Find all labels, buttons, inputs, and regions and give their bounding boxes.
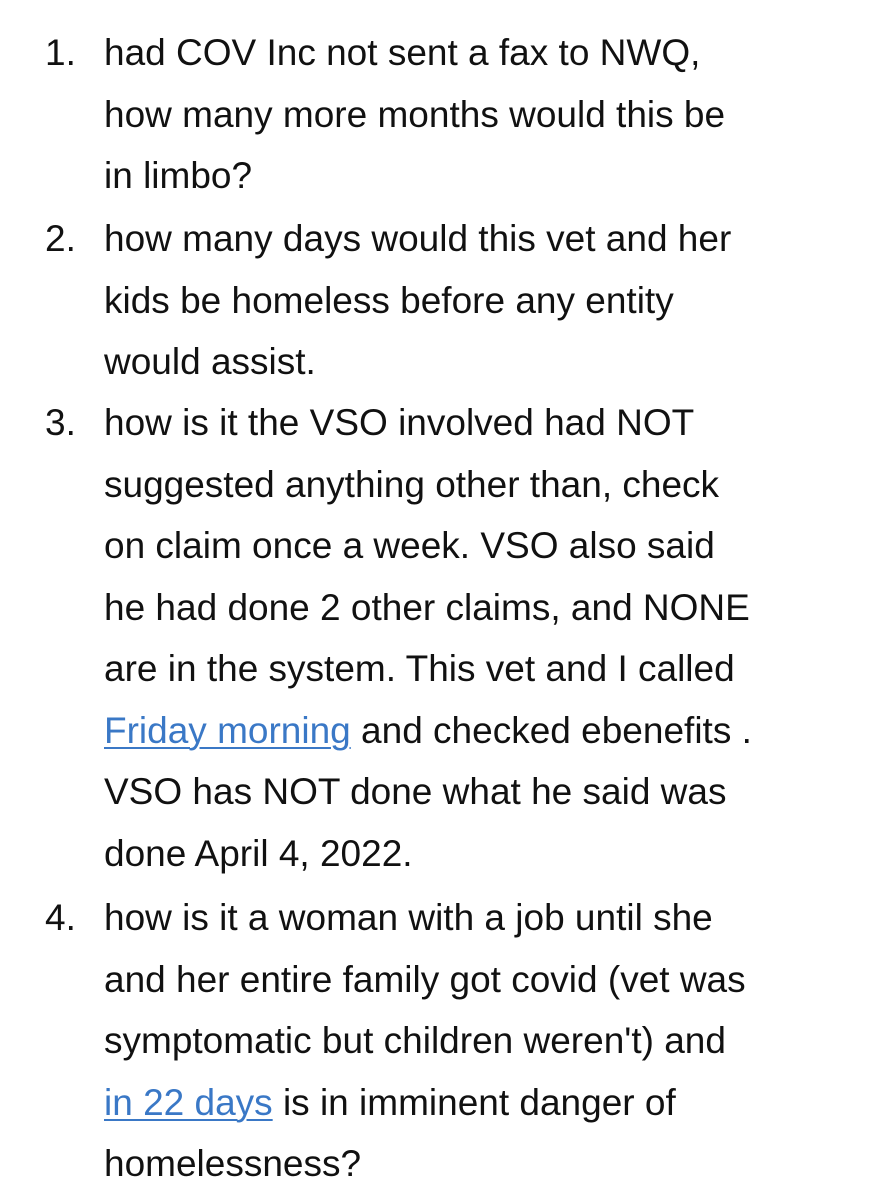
list-item-text-after-link: and checked ebenefits . VSO has NOT done what he said was done April 4, 2022. bbox=[104, 709, 752, 874]
list-item-number: 3. bbox=[45, 402, 76, 443]
list-item bbox=[0, 887, 885, 1195]
list-item-text-after-link: is in imminent danger of homelessness? bbox=[104, 1081, 676, 1184]
list-item-number: 2. bbox=[45, 218, 76, 259]
list-item-text bbox=[104, 392, 845, 884]
list-item-text: had COV Inc not sent a fax to NWQ, how many more months would this be in limbo? bbox=[104, 32, 726, 196]
list-item-text bbox=[104, 887, 845, 1195]
list-item-text-before-link: how is it the VSO involved had NOT suggested anything other than, check on claim once a week. VSO also said he had done 2 other claims, and NONE are in the system. This vet and I called bbox=[104, 402, 750, 689]
in-22-days-link[interactable]: in 22 days bbox=[104, 1081, 273, 1123]
friday-morning-link[interactable]: Friday morning bbox=[104, 709, 351, 751]
list-item bbox=[0, 208, 885, 393]
list-item-text-before-link: how is it a woman with a job until she and her entire family got covid (vet was symptomatic but children weren't) and bbox=[104, 897, 746, 1061]
list-item-number: 4. bbox=[45, 897, 76, 938]
list-item-number: 1. bbox=[45, 32, 76, 73]
list-item bbox=[0, 22, 885, 207]
list-item bbox=[0, 392, 885, 884]
list-item-text: how many days would this vet and her kids be homeless before any entity would assist. bbox=[104, 218, 732, 382]
